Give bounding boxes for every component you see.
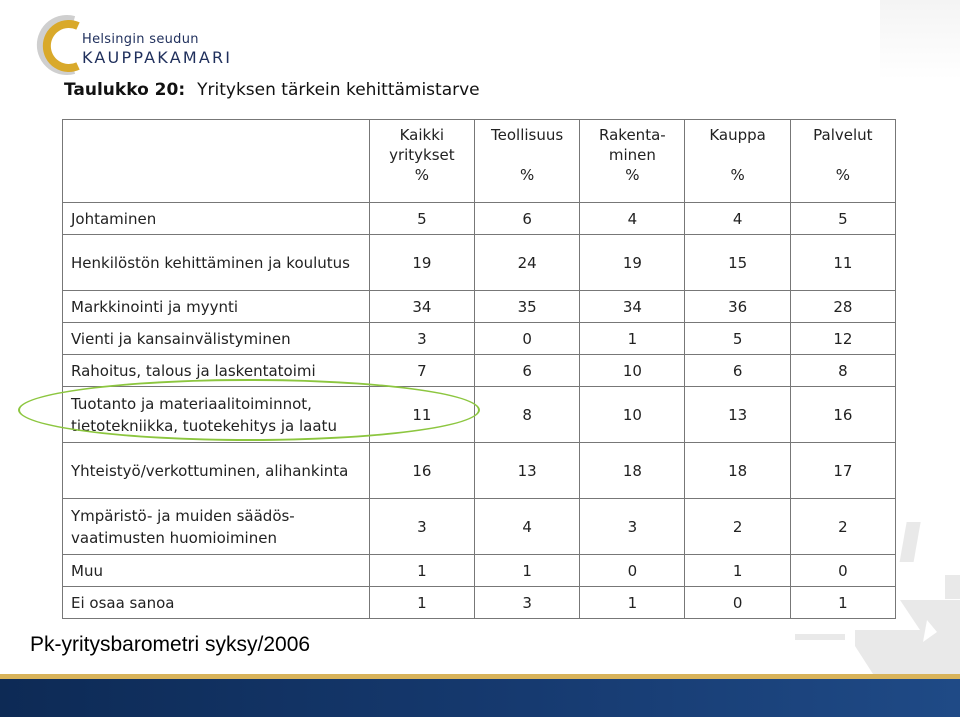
table-cell: 0 — [790, 555, 895, 587]
column-header — [474, 120, 579, 203]
table-row — [63, 499, 896, 555]
column-header — [790, 120, 895, 203]
table-cell: 3 — [474, 587, 579, 619]
table-cell: 17 — [790, 443, 895, 499]
table-cell: 36 — [685, 291, 790, 323]
header-row — [63, 120, 896, 203]
table-cell: 18 — [580, 443, 685, 499]
table-cell: 16 — [790, 387, 895, 443]
logo-line-1: Helsingin seudun — [82, 32, 199, 47]
table-cell: 35 — [474, 291, 579, 323]
header-corner — [63, 120, 370, 203]
row-label: Yhteistyö/verkottuminen, alihankinta — [63, 443, 370, 499]
table-title-text: Yrityksen tärkein kehittämistarve — [197, 80, 480, 100]
decorative-corner-graphic — [795, 520, 960, 680]
column-header — [685, 120, 790, 203]
column-header-label: Palvelut — [813, 126, 873, 144]
table-cell: 0 — [685, 587, 790, 619]
row-label: Rahoitus, talous ja laskentatoimi — [63, 355, 370, 387]
table-cell: 11 — [369, 387, 474, 443]
table-cell: 1 — [580, 323, 685, 355]
column-header-unit: % — [730, 166, 745, 184]
table-cell: 13 — [685, 387, 790, 443]
column-header-unit: % — [519, 166, 535, 184]
table-cell: 7 — [369, 355, 474, 387]
table-cell: 24 — [474, 235, 579, 291]
table-cell: 12 — [790, 323, 895, 355]
row-label: Muu — [63, 555, 370, 587]
logo-c-mark — [30, 12, 90, 78]
table-cell: 3 — [580, 499, 685, 555]
table-cell: 16 — [369, 443, 474, 499]
row-label: Johtaminen — [63, 203, 370, 235]
table-cell: 34 — [369, 291, 474, 323]
table-cell: 18 — [685, 443, 790, 499]
table-cell: 3 — [369, 323, 474, 355]
column-header-label: Teollisuus — [491, 126, 564, 144]
column-header-label: Rakenta-minen — [599, 126, 666, 164]
table-cell: 4 — [474, 499, 579, 555]
table-cell: 15 — [685, 235, 790, 291]
column-header-label: Kauppa — [709, 126, 766, 144]
highlight-oval — [18, 379, 480, 441]
row-label: Markkinointi ja myynti — [63, 291, 370, 323]
column-header-label: Kaikki yritykset — [389, 126, 455, 164]
table-cell: 1 — [474, 555, 579, 587]
table-cell: 1 — [580, 587, 685, 619]
table-cell: 8 — [474, 387, 579, 443]
table-cell: 8 — [790, 355, 895, 387]
table-title — [64, 80, 480, 100]
table-cell: 1 — [685, 555, 790, 587]
column-header-unit: % — [414, 166, 429, 184]
table-row — [63, 235, 896, 291]
table-cell: 1 — [790, 587, 895, 619]
table-cell: 4 — [685, 203, 790, 235]
table-cell: 19 — [580, 235, 685, 291]
table-row — [63, 555, 896, 587]
top-right-fade — [880, 0, 960, 80]
table-cell: 5 — [790, 203, 895, 235]
data-table — [62, 119, 896, 619]
table-number: Taulukko 20: — [64, 80, 186, 100]
table-cell: 0 — [580, 555, 685, 587]
table-cell: 10 — [580, 355, 685, 387]
table-cell: 1 — [369, 555, 474, 587]
table-cell: 6 — [685, 355, 790, 387]
column-header-unit: % — [625, 166, 640, 184]
source-caption: Pk-yritysbarometri syksy/2006 — [30, 633, 311, 656]
table-cell: 5 — [685, 323, 790, 355]
table-cell: 13 — [474, 443, 579, 499]
table-cell: 6 — [474, 203, 579, 235]
table-cell: 4 — [580, 203, 685, 235]
row-label: Vienti ja kansainvälistyminen — [63, 323, 370, 355]
logo-line-2: KAUPPAKAMARI — [82, 48, 233, 67]
table-cell: 19 — [369, 235, 474, 291]
column-header — [369, 120, 474, 203]
table-cell: 11 — [790, 235, 895, 291]
table-row — [63, 203, 896, 235]
table-row — [63, 443, 896, 499]
table-cell: 3 — [369, 499, 474, 555]
row-label: Ei osaa sanoa — [63, 587, 370, 619]
table-cell: 1 — [369, 587, 474, 619]
table-row — [63, 587, 896, 619]
row-label: Tuotanto ja materiaalitoiminnot, tietotekniikka, tuotekehitys ja laatu — [63, 387, 370, 443]
column-header — [580, 120, 685, 203]
row-label: Henkilöstön kehittäminen ja koulutus — [63, 235, 370, 291]
table-cell: 34 — [580, 291, 685, 323]
column-header-unit: % — [835, 166, 850, 184]
table-cell: 2 — [790, 499, 895, 555]
table-row — [63, 291, 896, 323]
table-cell: 10 — [580, 387, 685, 443]
table-row — [63, 323, 896, 355]
table-cell: 0 — [474, 323, 579, 355]
table-cell: 28 — [790, 291, 895, 323]
footer-bar — [0, 679, 960, 717]
chamber-logo — [30, 12, 260, 78]
table-cell: 5 — [369, 203, 474, 235]
row-label: Ympäristö- ja muiden säädös-vaatimusten huomioiminen — [63, 499, 370, 555]
table-cell: 6 — [474, 355, 579, 387]
table-cell: 2 — [685, 499, 790, 555]
